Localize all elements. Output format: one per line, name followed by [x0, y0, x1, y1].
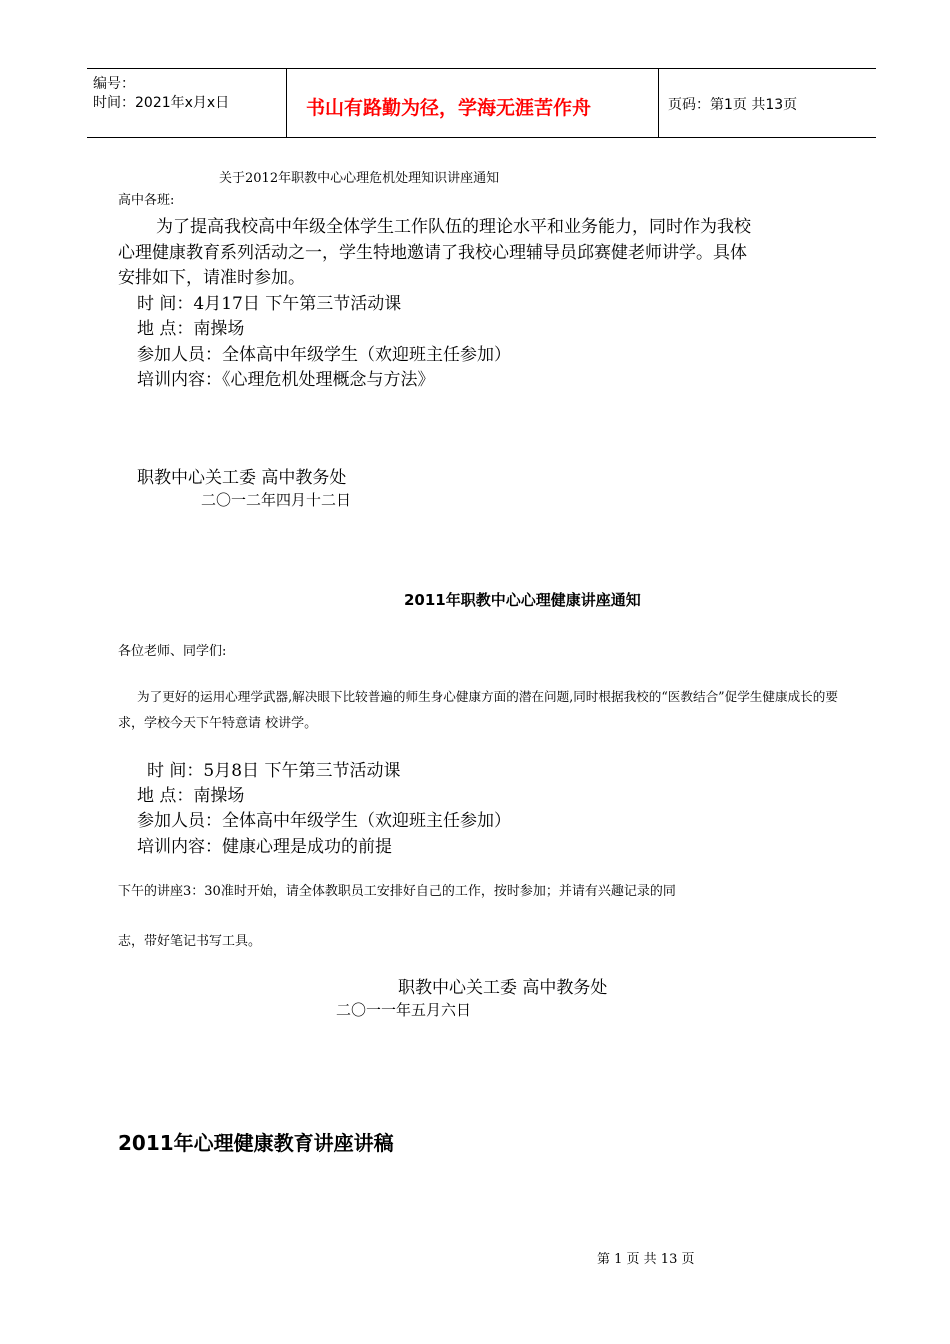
notice2-date: 二〇一一年五月六日 [336, 1001, 472, 1019]
notice1-signature: 职教中心关工委 高中教务处 [137, 468, 347, 488]
notice2-body-line: 为了更好的运用心理学武器,解决眼下比较普遍的师生身心健康方面的潜在问题,同时根据我校的“医教结合”促学生健康成长的要 [137, 689, 838, 704]
header-motto-cell [286, 69, 659, 137]
time-label: 时间：2021年x月x日 [93, 95, 230, 111]
header-page-cell [659, 69, 876, 137]
notice2-title: 2011年职教中心心理健康讲座通知 [404, 591, 641, 609]
notice2-body-line: 求，学校今天下午特意请 校讲学。 [118, 716, 318, 731]
notice2-note-line: 志，带好笔记书写工具。 [118, 934, 262, 949]
notice2-place: 地 点：南操场 [137, 786, 245, 806]
notice1-content: 培训内容：《心理危机处理概念与方法》 [137, 370, 435, 390]
notice1-title: 关于2012年职教中心心理危机处理知识讲座通知 [219, 171, 500, 186]
header-meta-cell [87, 69, 287, 137]
notice2-participants: 参加人员：全体高中年级学生（欢迎班主任参加） [137, 811, 511, 831]
notice2-note-line: 下午的讲座3：30准时开始，请全体教职员工安排好自己的工作，按时参加；并请有兴趣记录的同 [118, 884, 676, 899]
notice1-time: 时 间：4月17日 下午第三节活动课 [137, 294, 402, 314]
notice2-salutation: 各位老师、同学们: [118, 644, 227, 659]
notice1-salutation: 高中各班: [118, 193, 175, 208]
notice2-signature: 职教中心关工委 高中教务处 [398, 978, 608, 998]
footer-page-number: 第 1 页 共 13 页 [597, 1252, 695, 1267]
notice1-participants: 参加人员：全体高中年级学生（欢迎班主任参加） [137, 345, 511, 365]
header-table [87, 68, 876, 138]
number-label: 编号： [93, 76, 135, 92]
notice1-place: 地 点：南操场 [137, 319, 245, 339]
page-label: 页码：第1页 共13页 [668, 97, 798, 113]
notice2-content: 培训内容：健康心理是成功的前提 [137, 837, 392, 857]
notice1-body-line: 为了提高我校高中年级全体学生工作队伍的理论水平和业务能力，同时作为我校 [156, 217, 751, 237]
notice1-body-line: 安排如下，请准时参加。 [118, 268, 305, 288]
notice1-date: 二〇一二年四月十二日 [201, 491, 352, 509]
notice2-time: 时 间：5月8日 下午第三节活动课 [147, 761, 401, 781]
notice1-body-line: 心理健康教育系列活动之一，学生特地邀请了我校心理辅导员邱赛健老师讲学。具体 [118, 243, 747, 263]
motto: 书山有路勤为径，学海无涯苦作舟 [306, 97, 592, 119]
section-title: 2011年心理健康教育讲座讲稿 [118, 1131, 394, 1155]
